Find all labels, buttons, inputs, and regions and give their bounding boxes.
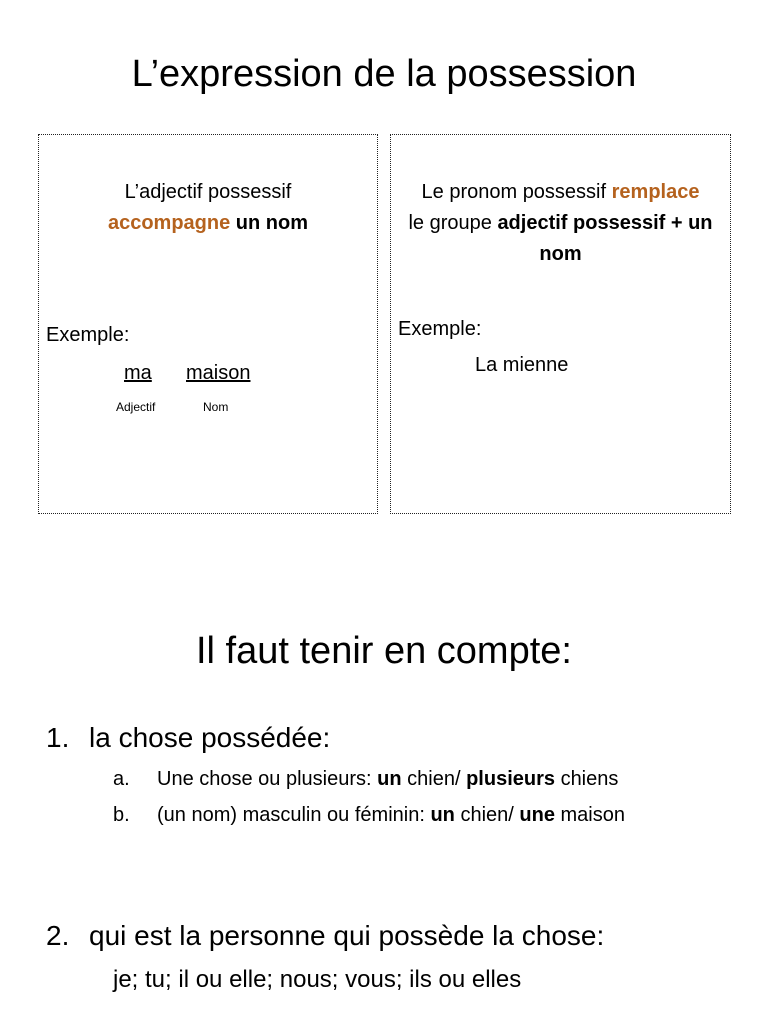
page-title: L’expression de la possession [131, 53, 637, 95]
adjective-definition-bold: un nom [235, 212, 309, 234]
sub-item-a-bold2: plusieurs [466, 768, 555, 790]
adjective-definition-line1: L’adjectif possessif [124, 181, 292, 203]
persons-list: je; tu; il ou elle; nous; vous; ils ou elles [113, 966, 522, 993]
list-item-1 [46, 720, 330, 756]
sub-item-b [113, 801, 625, 829]
adjective-definition [39, 177, 377, 239]
sub-item-b-text1: (un nom) masculin ou féminin: [157, 804, 425, 826]
sub-item-b-text2: chien/ [460, 804, 514, 826]
list-item-1-number: 1. [46, 722, 70, 753]
adjective-definition-accent: accompagne [107, 212, 231, 234]
pronoun-definition-text1: Le pronom possessif [421, 181, 607, 203]
sub-item-a-text2: chien/ [407, 768, 461, 790]
list-item-1-text: la chose possédée: [89, 722, 331, 753]
example-tag-adjective: Adjectif [116, 400, 156, 414]
sub-item-a-text3: chiens [560, 768, 619, 790]
pronoun-definition-accent: remplace [611, 181, 700, 203]
pronoun-definition [391, 177, 730, 270]
pronoun-definition-bold: adjectif possessif + un nom [497, 212, 713, 265]
sub-item-a-letter: a. [113, 768, 130, 790]
sub-item-b-bold2: une [519, 804, 555, 826]
pronoun-example-answer: La mienne [475, 354, 569, 376]
section-heading: Il faut tenir en compte: [196, 630, 572, 672]
adjective-example-label: Exemple: [46, 324, 130, 346]
pronoun-definition-text2: le groupe [408, 212, 492, 234]
sub-item-b-letter: b. [113, 804, 130, 826]
list-item-2-number: 2. [46, 920, 70, 951]
list-item-2 [46, 918, 604, 954]
list-item-2-text: qui est la personne qui possède la chose: [89, 920, 605, 951]
adjective-box [38, 134, 378, 514]
sub-item-b-bold1: un [430, 804, 455, 826]
sub-item-b-text3: maison [560, 804, 625, 826]
sub-item-a-bold1: un [377, 768, 402, 790]
pronoun-example-label: Exemple: [398, 318, 482, 340]
sub-item-a [113, 765, 618, 793]
pronoun-box [390, 134, 731, 514]
example-word-adjective: ma [124, 362, 152, 384]
example-tag-noun: Nom [203, 400, 229, 414]
example-word-noun: maison [186, 362, 251, 384]
sub-item-a-text1: Une chose ou plusieurs: [157, 768, 372, 790]
